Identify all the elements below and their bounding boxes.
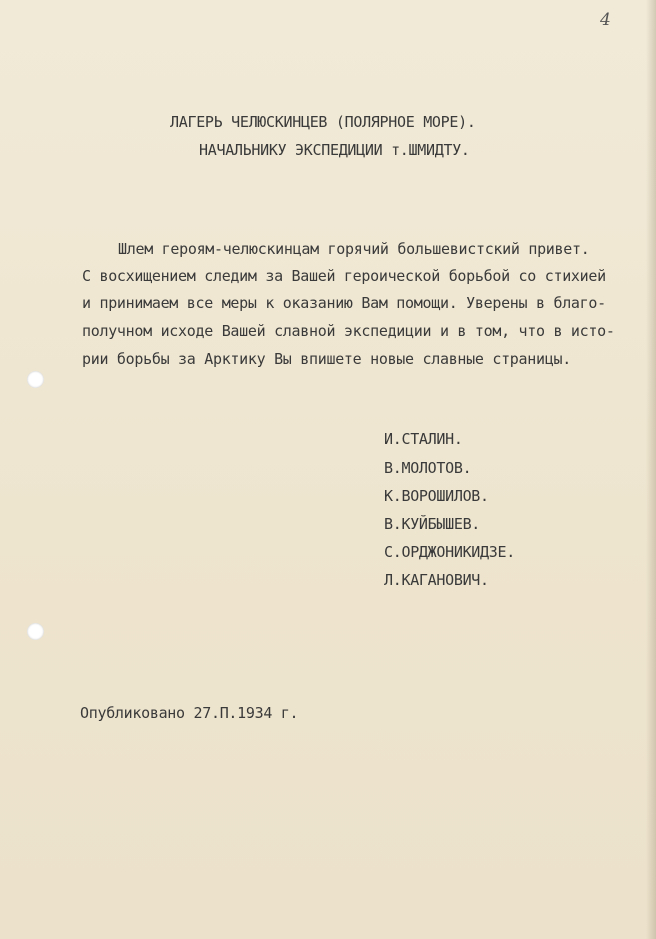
message-line: С восхищением следим за Вашей героической борьбой со стихией xyxy=(82,267,606,285)
signature-kuibyshev: В.КУЙБЫШЕВ. xyxy=(384,515,481,533)
signature-molotov: В.МОЛОТОВ. xyxy=(384,459,472,477)
page-number: 4 xyxy=(600,10,611,30)
message-line: получном исходе Вашей славной экспедиции и в том, что в исто- xyxy=(82,322,615,340)
punch-hole-bottom xyxy=(27,623,44,640)
publication-note: Опубликовано 27.П.1934 г. xyxy=(80,704,299,722)
signature-kaganovich: Л.КАГАНОВИЧ. xyxy=(384,571,489,589)
message-line: и принимаем все меры к оказанию Вам помощи. Уверены в благо- xyxy=(82,294,606,312)
message-line: Шлем героям-челюскинцам горячий большевистский привет. xyxy=(118,240,590,258)
punch-hole-top xyxy=(27,371,44,388)
addressee-line-2: НАЧАЛЬНИКУ ЭКСПЕДИЦИИ т.ШМИДТУ. xyxy=(199,141,470,159)
message-line: рии борьбы за Арктику Вы впишете новые славные страницы. xyxy=(82,350,571,368)
signature-voroshilov: К.ВОРОШИЛОВ. xyxy=(384,487,489,505)
signature-ordzhonikidze: С.ОРДЖОНИКИДЗЕ. xyxy=(384,543,515,561)
signature-stalin: И.СТАЛИН. xyxy=(384,430,463,448)
addressee-line-1: ЛАГЕРЬ ЧЕЛЮСКИНЦЕВ (ПОЛЯРНОЕ МОРЕ). xyxy=(170,113,476,131)
